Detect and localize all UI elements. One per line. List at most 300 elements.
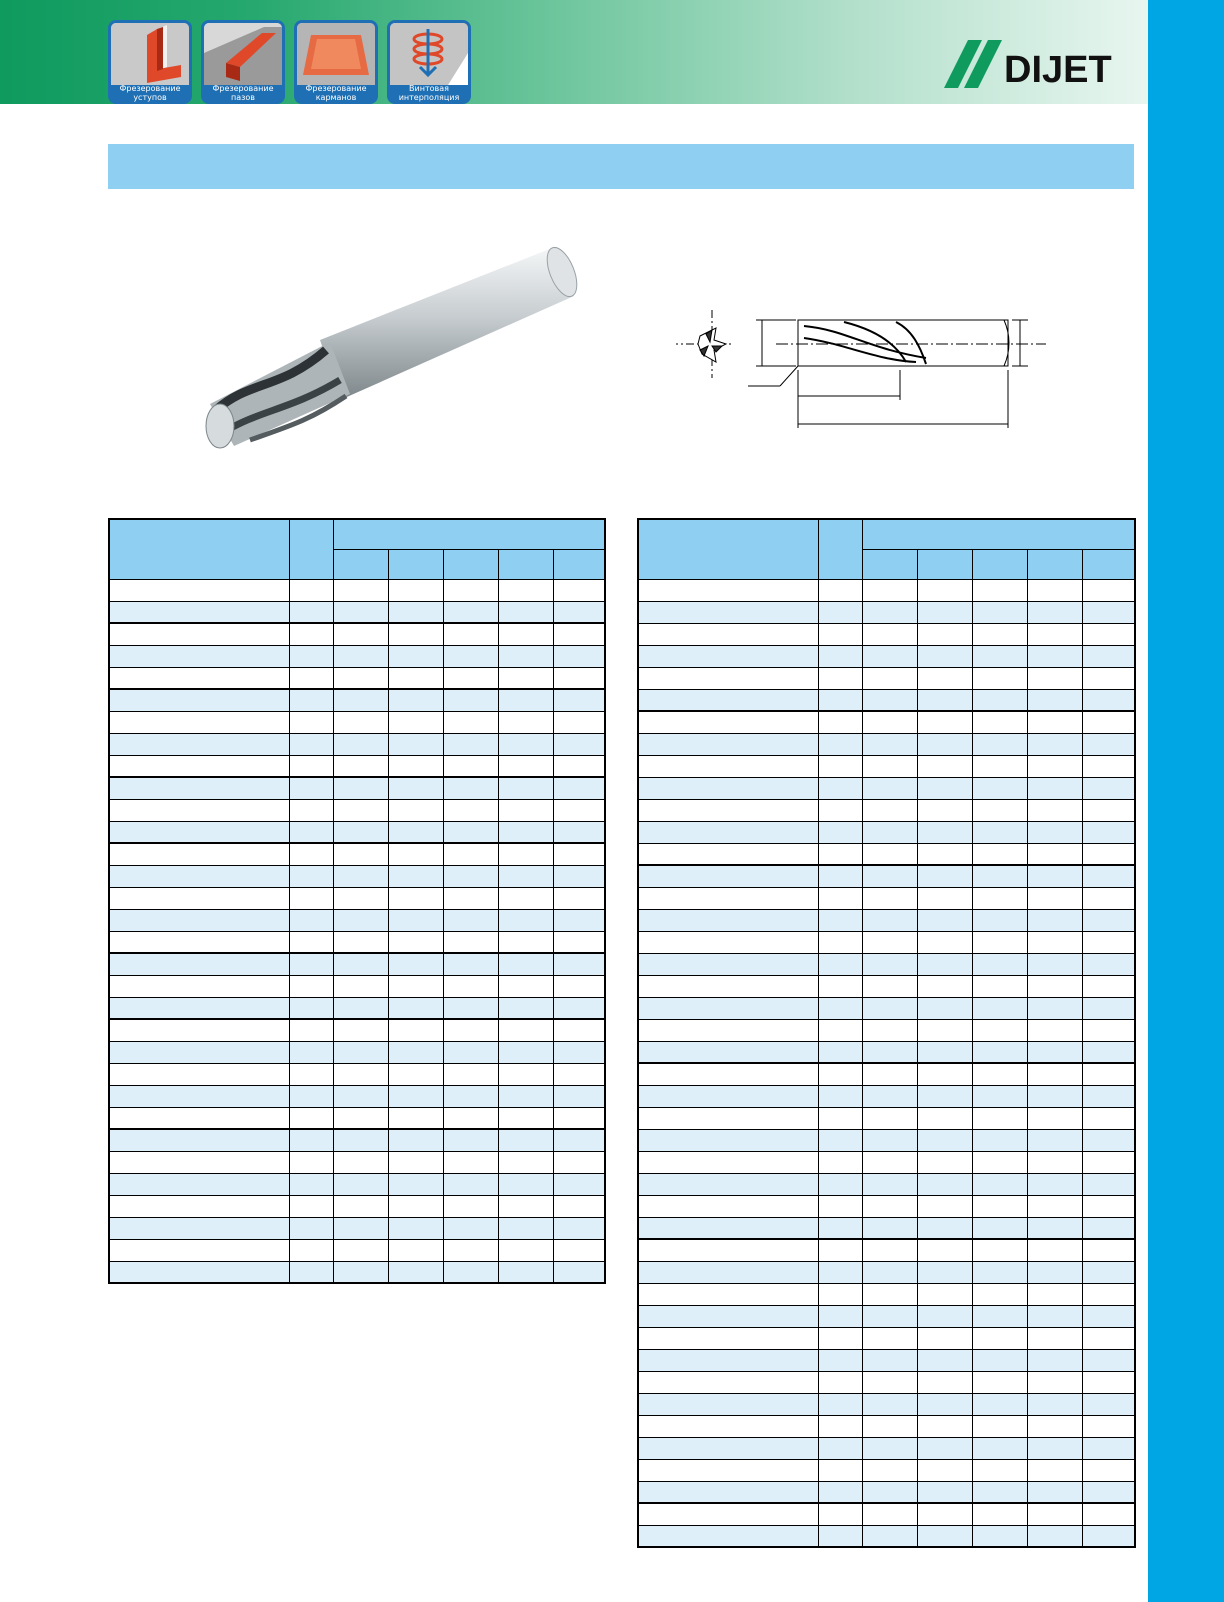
table-cell: [818, 1129, 862, 1151]
table-cell: [972, 887, 1027, 909]
header-cell-dim-2: [388, 549, 443, 579]
table-cell: [388, 1195, 443, 1217]
table-cell: [972, 909, 1027, 931]
table-row: [109, 1085, 605, 1107]
table-cell: [1082, 1129, 1135, 1151]
table-cell: [1027, 1063, 1082, 1085]
table-cell: [818, 1195, 862, 1217]
table-row: [638, 1415, 1135, 1437]
table-row: [638, 1239, 1135, 1261]
table-cell: [1027, 1283, 1082, 1305]
table-cell: [818, 1063, 862, 1085]
table-row: [109, 601, 605, 623]
table-cell: [333, 733, 388, 755]
table-row: [109, 733, 605, 755]
table-cell: [818, 887, 862, 909]
table-cell: [498, 799, 553, 821]
table-cell: [109, 733, 289, 755]
table-cell: [1027, 1173, 1082, 1195]
table-row: [638, 1151, 1135, 1173]
table-cell: [289, 1217, 333, 1239]
operation-tile-pocket: [294, 20, 378, 104]
table-row: [109, 1107, 605, 1129]
table-cell: [972, 1019, 1027, 1041]
table-row: [638, 1085, 1135, 1107]
table-cell: [818, 1019, 862, 1041]
table-cell: [443, 1217, 498, 1239]
table-cell: [443, 645, 498, 667]
table-cell: [553, 689, 605, 711]
table-row: [109, 667, 605, 689]
table-cell: [972, 1525, 1027, 1547]
table-cell: [917, 733, 972, 755]
table-cell: [917, 1085, 972, 1107]
table-cell: [917, 1151, 972, 1173]
table-cell: [638, 601, 818, 623]
table-cell: [1082, 1195, 1135, 1217]
table-cell: [818, 843, 862, 865]
table-row: [109, 931, 605, 953]
table-cell: [443, 1129, 498, 1151]
table-cell: [109, 1107, 289, 1129]
table-cell: [553, 997, 605, 1019]
table-cell: [862, 1437, 917, 1459]
pocket-milling-icon: [297, 23, 375, 85]
table-cell: [388, 711, 443, 733]
table-cell: [972, 799, 1027, 821]
table-header-row: [109, 519, 605, 549]
table-cell: [388, 1085, 443, 1107]
table-cell: [388, 579, 443, 601]
table-cell: [109, 821, 289, 843]
table-cell: [638, 1239, 818, 1261]
table-cell: [1027, 1371, 1082, 1393]
table-cell: [818, 1173, 862, 1195]
table-cell: [498, 1041, 553, 1063]
table-cell: [862, 601, 917, 623]
table-cell: [553, 645, 605, 667]
table-cell: [388, 931, 443, 953]
table-cell: [1027, 1459, 1082, 1481]
table-row: [109, 1019, 605, 1041]
table-cell: [862, 1459, 917, 1481]
table-cell: [972, 1371, 1027, 1393]
table-cell: [553, 623, 605, 645]
table-cell: [498, 1173, 553, 1195]
table-cell: [917, 887, 972, 909]
table-row: [638, 645, 1135, 667]
table-cell: [109, 1041, 289, 1063]
table-cell: [553, 777, 605, 799]
table-cell: [862, 997, 917, 1019]
table-cell: [333, 1129, 388, 1151]
table-cell: [1027, 931, 1082, 953]
table-row: [638, 953, 1135, 975]
table-cell: [553, 1019, 605, 1041]
table-cell: [638, 1063, 818, 1085]
table-cell: [388, 667, 443, 689]
header-cell-dimensions-group: [333, 519, 605, 549]
table-cell: [638, 623, 818, 645]
table-row: [638, 733, 1135, 755]
table-cell: [638, 667, 818, 689]
table-cell: [289, 1085, 333, 1107]
table-cell: [972, 931, 1027, 953]
header-cell-dim-5: [1082, 549, 1135, 579]
table-cell: [638, 1283, 818, 1305]
table-cell: [443, 909, 498, 931]
table-cell: [388, 1063, 443, 1085]
table-cell: [917, 689, 972, 711]
table-cell: [109, 909, 289, 931]
table-cell: [553, 1107, 605, 1129]
table-cell: [972, 1129, 1027, 1151]
table-cell: [289, 1261, 333, 1283]
table-cell: [289, 909, 333, 931]
table-row: [638, 623, 1135, 645]
dijet-logo: [944, 40, 1136, 88]
table-cell: [862, 645, 917, 667]
table-cell: [498, 1063, 553, 1085]
table-cell: [553, 909, 605, 931]
table-cell: [553, 733, 605, 755]
table-cell: [1027, 843, 1082, 865]
table-cell: [443, 1261, 498, 1283]
table-cell: [1027, 997, 1082, 1019]
table-cell: [1082, 843, 1135, 865]
table-cell: [862, 623, 917, 645]
table-cell: [818, 601, 862, 623]
table-cell: [818, 931, 862, 953]
table-cell: [289, 601, 333, 623]
table-cell: [638, 1151, 818, 1173]
table-cell: [638, 953, 818, 975]
table-cell: [1082, 645, 1135, 667]
table-cell: [109, 1151, 289, 1173]
table-cell: [289, 645, 333, 667]
table-row: [638, 1217, 1135, 1239]
table-cell: [1082, 1063, 1135, 1085]
table-cell: [917, 1393, 972, 1415]
table-cell: [553, 1063, 605, 1085]
table-cell: [498, 755, 553, 777]
table-row: [638, 755, 1135, 777]
table-cell: [109, 887, 289, 909]
table-cell: [333, 1085, 388, 1107]
table-cell: [333, 755, 388, 777]
table-cell: [917, 909, 972, 931]
table-cell: [917, 975, 972, 997]
table-cell: [638, 733, 818, 755]
table-cell: [1082, 1217, 1135, 1239]
table-cell: [1027, 1107, 1082, 1129]
table-cell: [388, 1129, 443, 1151]
table-cell: [388, 1019, 443, 1041]
table-cell: [1082, 1019, 1135, 1041]
table-cell: [638, 975, 818, 997]
table-cell: [333, 1019, 388, 1041]
table-cell: [553, 953, 605, 975]
table-cell: [917, 997, 972, 1019]
table-cell: [917, 1107, 972, 1129]
logo-wordmark: DIJET: [1004, 49, 1112, 88]
table-cell: [553, 755, 605, 777]
table-cell: [972, 689, 1027, 711]
table-row: [109, 1129, 605, 1151]
table-cell: [972, 1063, 1027, 1085]
table-cell: [388, 645, 443, 667]
table-cell: [333, 1195, 388, 1217]
table-cell: [289, 799, 333, 821]
table-cell: [862, 1503, 917, 1525]
table-cell: [1027, 1349, 1082, 1371]
table-cell: [972, 821, 1027, 843]
table-cell: [818, 1437, 862, 1459]
table-cell: [638, 777, 818, 799]
table-cell: [972, 843, 1027, 865]
table-cell: [972, 997, 1027, 1019]
table-cell: [862, 1415, 917, 1437]
table-row: [638, 777, 1135, 799]
table-cell: [917, 1019, 972, 1041]
table-cell: [109, 1239, 289, 1261]
table-cell: [553, 975, 605, 997]
table-cell: [388, 1107, 443, 1129]
table-cell: [917, 1437, 972, 1459]
table-cell: [1027, 953, 1082, 975]
table-cell: [1027, 1019, 1082, 1041]
table-cell: [109, 1195, 289, 1217]
table-cell: [388, 623, 443, 645]
table-cell: [862, 799, 917, 821]
table-cell: [862, 777, 917, 799]
table-cell: [638, 755, 818, 777]
table-cell: [862, 1217, 917, 1239]
table-cell: [1082, 777, 1135, 799]
table-cell: [972, 711, 1027, 733]
table-cell: [109, 667, 289, 689]
table-cell: [443, 579, 498, 601]
table-cell: [862, 1283, 917, 1305]
table-cell: [818, 997, 862, 1019]
table-cell: [972, 579, 1027, 601]
table-cell: [443, 1151, 498, 1173]
table-cell: [917, 931, 972, 953]
table-cell: [862, 1063, 917, 1085]
table-cell: [443, 711, 498, 733]
table-cell: [443, 1063, 498, 1085]
table-cell: [1027, 1327, 1082, 1349]
table-cell: [443, 799, 498, 821]
table-cell: [1027, 1085, 1082, 1107]
table-row: [638, 865, 1135, 887]
table-cell: [333, 667, 388, 689]
table-cell: [289, 579, 333, 601]
table-cell: [1082, 1239, 1135, 1261]
table-cell: [818, 1393, 862, 1415]
table-cell: [333, 909, 388, 931]
table-cell: [289, 1107, 333, 1129]
table-cell: [972, 1151, 1027, 1173]
table-cell: [638, 1107, 818, 1129]
table-cell: [289, 865, 333, 887]
table-cell: [498, 1107, 553, 1129]
table-cell: [1082, 711, 1135, 733]
table-cell: [109, 953, 289, 975]
table-cell: [1082, 821, 1135, 843]
table-cell: [388, 975, 443, 997]
table-cell: [289, 1151, 333, 1173]
table-cell: [498, 843, 553, 865]
table-cell: [862, 821, 917, 843]
table-cell: [443, 601, 498, 623]
table-cell: [1027, 667, 1082, 689]
table-cell: [638, 1437, 818, 1459]
table-cell: [109, 601, 289, 623]
table-cell: [1027, 623, 1082, 645]
table-cell: [1082, 1349, 1135, 1371]
table-cell: [333, 601, 388, 623]
header-cell-dimensions-group: [862, 519, 1135, 549]
table-cell: [109, 1129, 289, 1151]
table-cell: [972, 645, 1027, 667]
table-cell: [443, 623, 498, 645]
table-cell: [109, 997, 289, 1019]
table-cell: [1027, 1195, 1082, 1217]
table-cell: [818, 645, 862, 667]
table-cell: [1082, 865, 1135, 887]
table-cell: [917, 865, 972, 887]
table-cell: [498, 733, 553, 755]
table-cell: [1027, 645, 1082, 667]
table-cell: [638, 1393, 818, 1415]
table-cell: [917, 711, 972, 733]
table-cell: [1082, 755, 1135, 777]
table-cell: [862, 1327, 917, 1349]
table-row: [638, 1503, 1135, 1525]
table-cell: [818, 777, 862, 799]
operation-label-shoulder: Фрезерование уступов: [119, 84, 181, 102]
table-row: [109, 689, 605, 711]
table-cell: [333, 931, 388, 953]
table-cell: [638, 711, 818, 733]
table-cell: [333, 887, 388, 909]
table-cell: [1027, 887, 1082, 909]
table-cell: [289, 667, 333, 689]
table-cell: [1082, 1525, 1135, 1547]
table-cell: [1082, 1481, 1135, 1503]
table-cell: [109, 799, 289, 821]
table-cell: [972, 865, 1027, 887]
table-cell: [972, 1107, 1027, 1129]
table-cell: [972, 601, 1027, 623]
table-row: [638, 1305, 1135, 1327]
table-cell: [333, 579, 388, 601]
table-cell: [638, 931, 818, 953]
table-cell: [289, 777, 333, 799]
header-cell-dim-2: [917, 549, 972, 579]
table-cell: [388, 843, 443, 865]
table-cell: [862, 1107, 917, 1129]
table-cell: [388, 1151, 443, 1173]
table-cell: [498, 1261, 553, 1283]
table-cell: [638, 1261, 818, 1283]
table-cell: [443, 733, 498, 755]
table-cell: [917, 1063, 972, 1085]
header-cell-stock: [289, 519, 333, 579]
table-cell: [289, 711, 333, 733]
table-cell: [289, 1173, 333, 1195]
table-cell: [862, 931, 917, 953]
table-cell: [388, 689, 443, 711]
table-cell: [388, 865, 443, 887]
table-cell: [917, 1459, 972, 1481]
table-cell: [818, 1283, 862, 1305]
table-cell: [289, 1239, 333, 1261]
table-cell: [498, 711, 553, 733]
table-cell: [388, 1217, 443, 1239]
table-cell: [388, 1261, 443, 1283]
table-cell: [498, 1129, 553, 1151]
table-cell: [553, 799, 605, 821]
table-cell: [1027, 1151, 1082, 1173]
table-cell: [109, 843, 289, 865]
table-cell: [1082, 579, 1135, 601]
table-cell: [333, 1261, 388, 1283]
table-cell: [818, 953, 862, 975]
table-cell: [1027, 975, 1082, 997]
table-cell: [1027, 1525, 1082, 1547]
table-cell: [638, 865, 818, 887]
table-cell: [917, 755, 972, 777]
table-cell: [1027, 1217, 1082, 1239]
table-cell: [638, 579, 818, 601]
table-cell: [1082, 953, 1135, 975]
table-cell: [862, 1151, 917, 1173]
table-cell: [1027, 821, 1082, 843]
table-cell: [388, 1239, 443, 1261]
table-cell: [443, 1239, 498, 1261]
table-cell: [972, 1393, 1027, 1415]
table-cell: [917, 1481, 972, 1503]
table-cell: [1082, 1151, 1135, 1173]
table-cell: [917, 1239, 972, 1261]
table-cell: [553, 821, 605, 843]
table-cell: [289, 887, 333, 909]
table-cell: [109, 755, 289, 777]
table-cell: [862, 711, 917, 733]
table-cell: [862, 1173, 917, 1195]
operation-label-helical: Винтовая интерполяция: [398, 84, 460, 102]
table-cell: [1027, 909, 1082, 931]
table-cell: [862, 1305, 917, 1327]
table-cell: [1082, 1459, 1135, 1481]
table-cell: [388, 777, 443, 799]
table-cell: [1082, 997, 1135, 1019]
table-row: [109, 1217, 605, 1239]
table-cell: [818, 711, 862, 733]
table-row: [638, 1437, 1135, 1459]
table-cell: [289, 733, 333, 755]
table-cell: [109, 1217, 289, 1239]
table-cell: [553, 1261, 605, 1283]
table-cell: [818, 1503, 862, 1525]
table-cell: [443, 1107, 498, 1129]
table-cell: [498, 601, 553, 623]
table-cell: [862, 1195, 917, 1217]
table-cell: [917, 843, 972, 865]
table-cell: [333, 1063, 388, 1085]
